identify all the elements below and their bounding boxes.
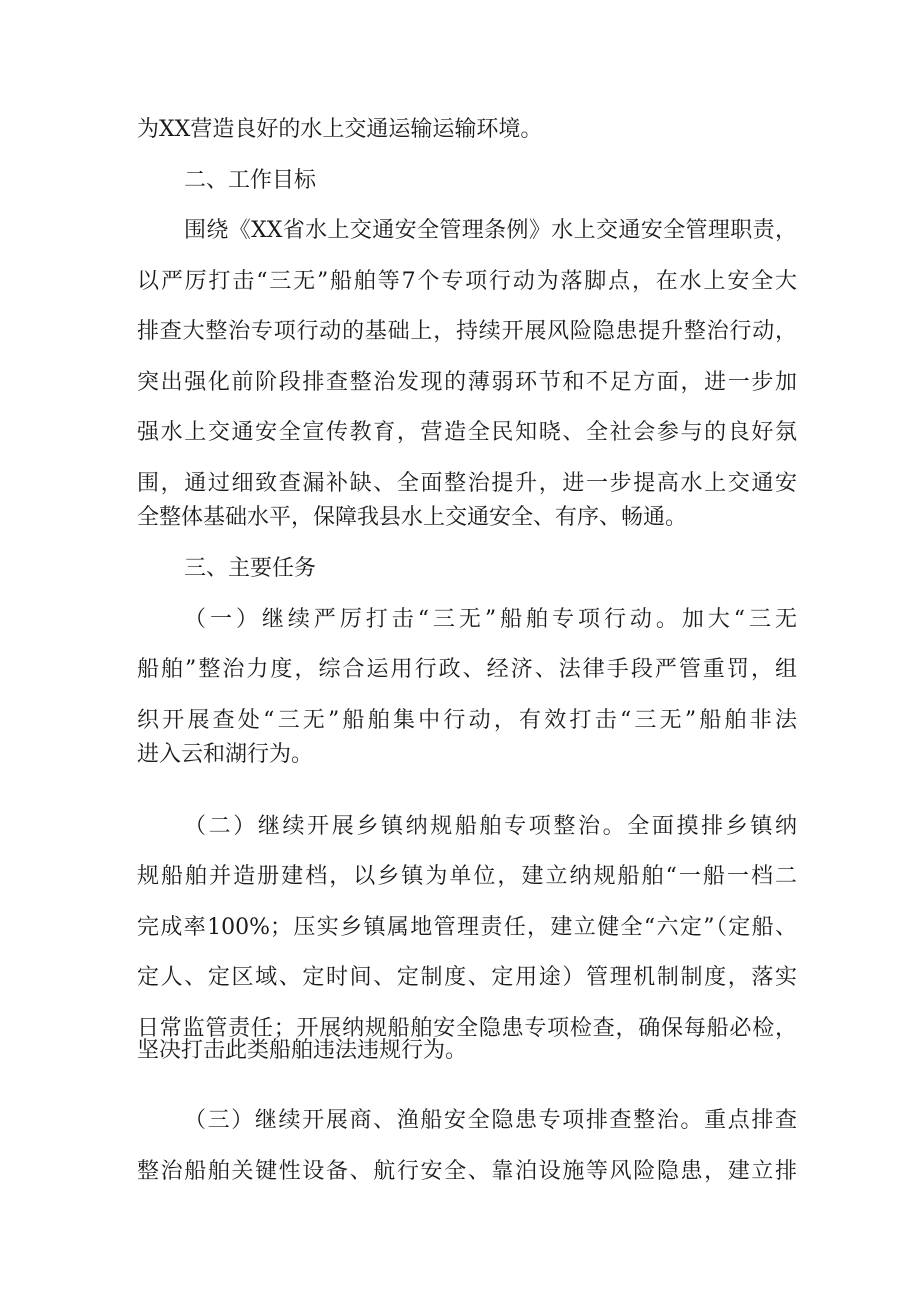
paragraph-line: 织开展查处“三无”船舶集中行动，有效打击“三无”船舶非法: [137, 708, 797, 733]
paragraph-line: 整治船舶关键性设备、航行安全、靠泊设施等风险隐患，建立排: [137, 1159, 797, 1184]
section-heading-main-tasks: 三、主要任务: [184, 556, 317, 581]
paragraph-line: 强水上交通安全宣传教育，营造全民知晓、全社会参与的良好氛: [137, 420, 797, 445]
paragraph-line: （三）继续开展商、渔船安全隐患专项排查整治。重点排查: [184, 1108, 797, 1133]
paragraph-line: 排查大整治专项行动的基础上，持续开展风险隐患提升整治行动，: [137, 319, 797, 344]
paragraph-line: （二）继续开展乡镇纳规船舶专项整治。全面摸排乡镇纳: [184, 814, 797, 839]
paragraph-line: 日常监管责任；开展纳规船舶安全隐患专项检查，确保每船必检，: [137, 1016, 797, 1041]
paragraph-line: 突出强化前阶段排查整治发现的薄弱环节和不足方面，进一步加: [137, 370, 797, 395]
paragraph-line: （一）继续严厉打击“三无”船舶专项行动。加大“三无: [184, 607, 797, 632]
paragraph-line: 坚决打击此类船舶违法违规行为。: [137, 1038, 468, 1063]
paragraph-line: 船舶”整治力度，综合运用行政、经济、法律手段严管重罚，组: [137, 657, 797, 682]
paragraph-line: 以严厉打击“三无”船舶等7个专项行动为落脚点，在水上安全大: [137, 269, 797, 294]
paragraph-line: 完成率100%；压实乡镇属地管理责任，建立健全“六定”（定船、: [137, 915, 797, 940]
paragraph-line: 为XX营造良好的水上交通运输运输环境。: [137, 117, 543, 142]
paragraph-line: 定人、定区域、定时间、定制度、定用途）管理机制制度，落实: [137, 965, 797, 990]
paragraph-line: 围绕《XX省水上交通安全管理条例》水上交通安全管理职责，: [184, 218, 797, 243]
paragraph-line: 规船舶并造册建档，以乡镇为单位，建立纳规船舶“一船一档二: [137, 864, 797, 889]
paragraph-line: 全整体基础水平，保障我县水上交通安全、有序、畅通。: [137, 505, 688, 530]
paragraph-line: 围，通过细致查漏补缺、全面整治提升，进一步提高水上交通安: [137, 471, 797, 496]
section-heading-work-goals: 二、工作目标: [184, 168, 317, 193]
paragraph-line: 进入云和湖行为。: [137, 742, 314, 767]
